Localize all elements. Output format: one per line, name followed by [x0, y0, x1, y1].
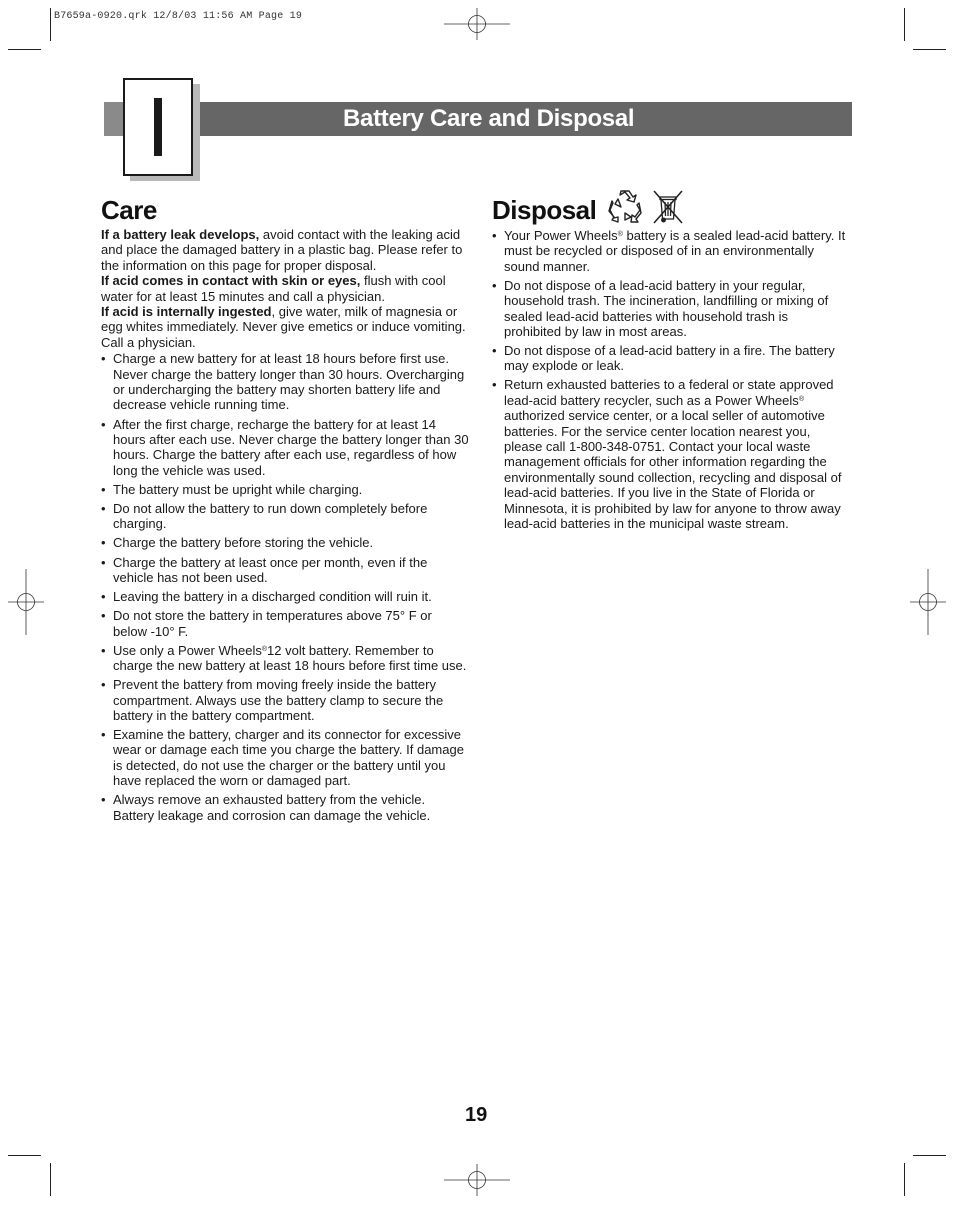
registered-mark: ® [617, 231, 623, 238]
bullet-text: battery is a sealed lead-acid battery. It must be recycled or disposed of in an environmentally sound manner. [504, 228, 846, 274]
registration-mark-bottom [444, 1164, 510, 1196]
care-intro-paragraph [101, 304, 469, 350]
care-bullet-item: • Charge a new battery for at least 18 hours before first use. Never charge the battery longer than 30 hours. Overcharging or undercharging the battery may shorten battery life and decrease vehicle running time. [101, 351, 469, 413]
care-bullet-item [101, 643, 469, 674]
disposal-heading: Disposal [492, 195, 597, 225]
recycle-icon [607, 189, 643, 225]
registration-mark-left [8, 569, 44, 635]
section-tab [123, 78, 193, 176]
care-bullet-item: • The battery must be upright while charging. [101, 482, 469, 497]
bullet-text: authorized service center, or a local seller of automotive batteries. For the service center location nearest you, please call 1-800-348-0751. Contact your local waste management officials for other information regarding the environmentally sound collection, recycling and disposal of lead-acid batteries. If you live in the State of Florida or Minnesota, it is prohibited by law for anyone to throw away lead-acid batteries in the municipal waste stream. [504, 408, 842, 532]
section-letter-glyph [154, 98, 162, 156]
disposal-bullet-list [492, 228, 848, 532]
care-bullet-item: • Charge the battery at least once per month, even if the vehicle has not been used. [101, 555, 469, 586]
care-bullet-list [101, 351, 469, 823]
care-intro-text: avoid contact with the leaking acid and place the damaged battery in a plastic bag. Please refer to the information on this page for proper disposal. [101, 227, 463, 273]
page-number: 19 [465, 1104, 488, 1126]
print-slug: B7659a-0920.qrk 12/8/03 11:56 AM Page 19 [54, 11, 303, 22]
registered-mark: ® [798, 395, 804, 403]
care-bullet-item: • Prevent the battery from moving freely inside the battery compartment. Always use the battery clamp to secure the battery in the battery compartment. [101, 677, 469, 723]
registration-mark-right [910, 569, 946, 635]
care-intro-paragraph [101, 227, 469, 273]
disposal-bullet-item [492, 228, 848, 274]
care-bullet-item: • Examine the battery, charger and its connector for excessive wear or damage each time you charge the battery. If damage is detected, do not use the charger or the battery until you have replaced the worn or damaged part. [101, 727, 469, 789]
bullet-text: 12 volt battery. Remember to charge the new battery at least 18 hours before first time use. [113, 642, 467, 674]
disposal-bullet-item [492, 377, 848, 531]
care-intro-text: , give water, milk of magnesia or egg whites immediately. Never give emetics or induce vomiting. Call a physician. [101, 304, 466, 350]
bullet-text: Use only a Power Wheels [113, 642, 262, 658]
bullet-text: Your Power Wheels [504, 228, 618, 243]
care-intro-text: flush with cool water for at least 15 minutes and call a physician. [101, 273, 446, 304]
care-bullet-item: • Always remove an exhausted battery from the vehicle. Battery leakage and corrosion can damage the vehicle. [101, 792, 469, 823]
care-column [101, 227, 469, 827]
care-intro [101, 227, 469, 350]
care-intro-lead: If a battery leak develops, [101, 227, 260, 242]
care-bullet-item: • After the first charge, recharge the battery for at least 14 hours after each use. Never charge the battery longer than 30 hours. Charge the battery after each use, regardless of how long the vehicle was used. [101, 417, 469, 479]
care-heading: Care [101, 195, 157, 225]
care-intro-paragraph [101, 273, 469, 304]
disposal-bullet-item: • Do not dispose of a lead-acid battery in a fire. The battery may explode or leak. [492, 343, 848, 374]
care-bullet-item: • Do not store the battery in temperatures above 75° F or below -10° F. [101, 608, 469, 639]
page-title: Battery Care and Disposal [343, 105, 635, 132]
registered-mark: ® [261, 645, 268, 653]
registration-mark-top [444, 8, 510, 40]
care-bullet-item: • Leaving the battery in a discharged condition will ruin it. [101, 589, 469, 604]
care-intro-lead: If acid is internally ingested [101, 304, 272, 320]
crossed-bin-icon [650, 189, 686, 225]
disposal-column [492, 228, 848, 535]
disposal-bullet-item: • Do not dispose of a lead-acid battery in your regular, household trash. The incineration, landfilling or mixing of sealed lead-acid batteries with household trash is prohibited by law in most areas. [492, 278, 848, 340]
bullet-text: Return exhausted batteries to a federal or state approved lead-acid battery recycler, such as a Power Wheels [504, 377, 834, 408]
care-bullet-item: • Charge the battery before storing the vehicle. [101, 535, 469, 550]
care-bullet-item: • Do not allow the battery to run down completely before charging. [101, 501, 469, 532]
care-intro-lead: If acid comes in contact with skin or eyes, [101, 273, 361, 289]
title-bar [104, 102, 852, 136]
